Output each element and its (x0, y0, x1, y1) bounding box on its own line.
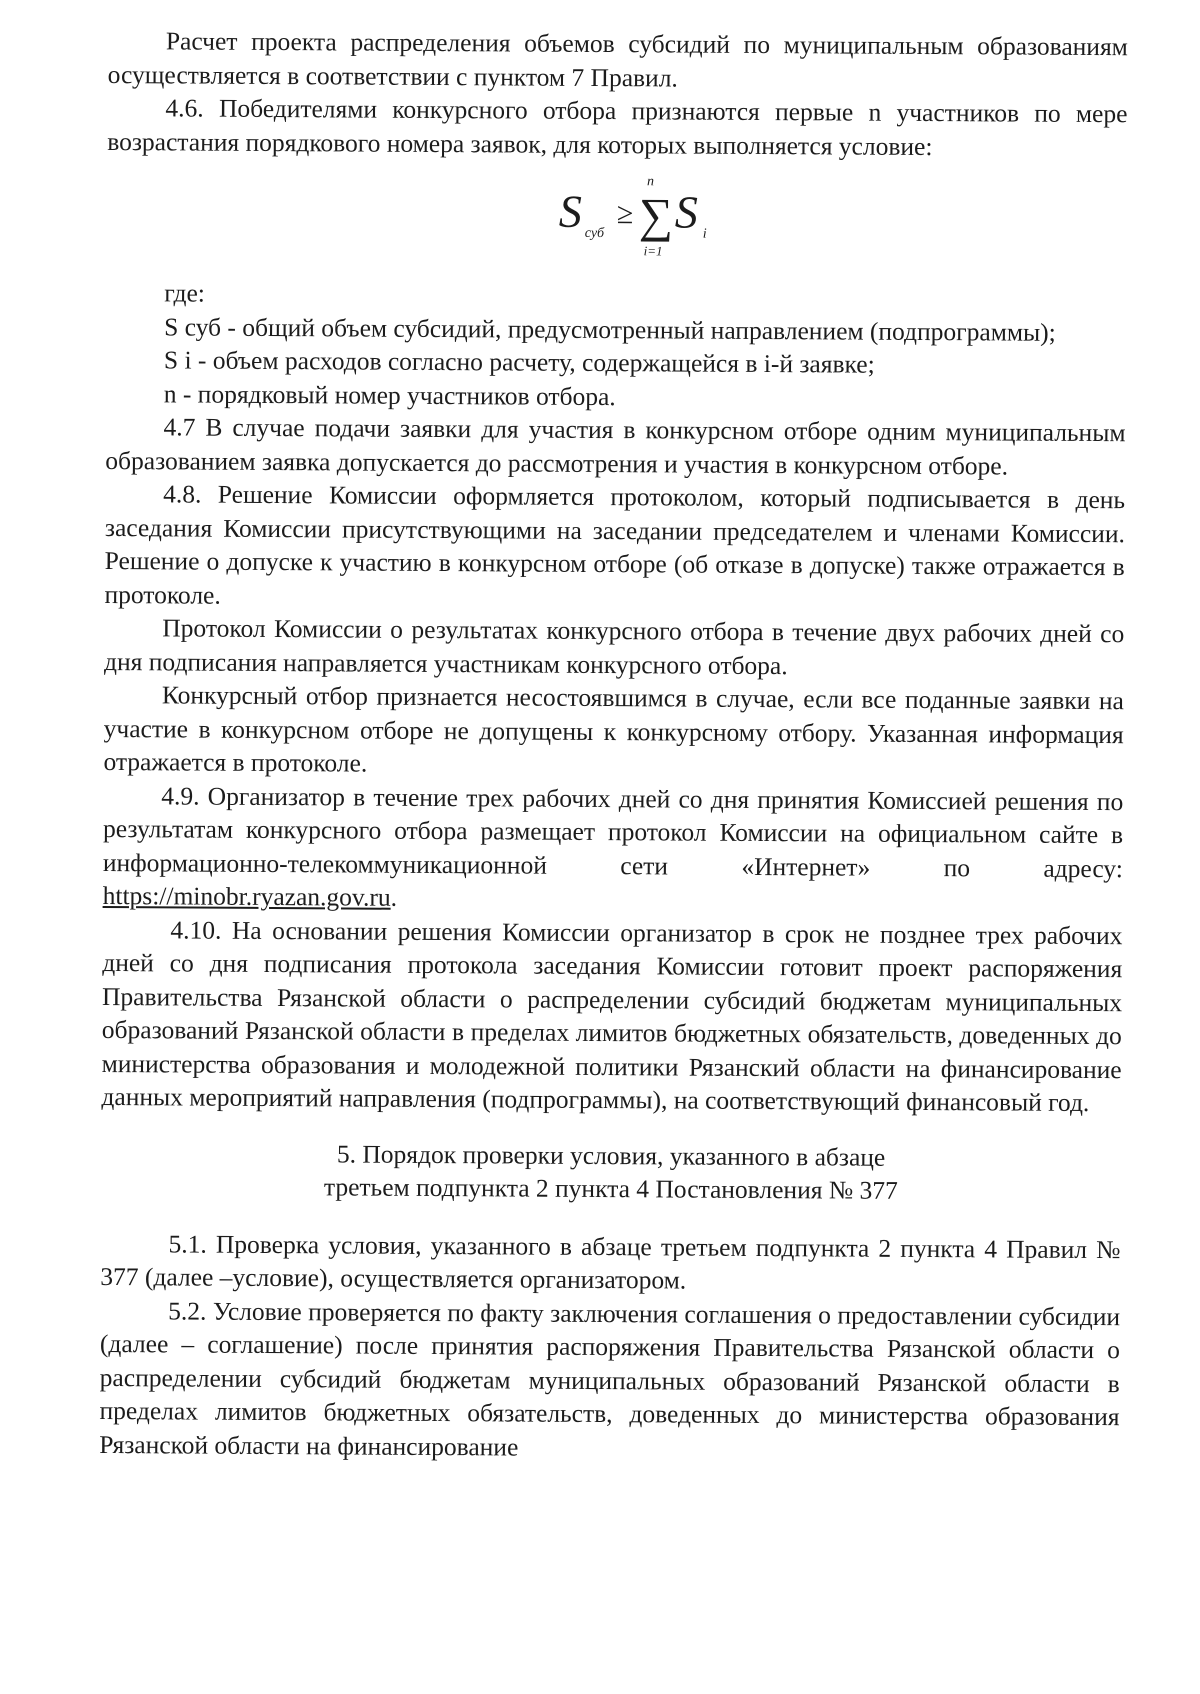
paragraph-failed-selection: Конкурсный отбор признается несостоявшимся в случае, если все поданные заявки на участие в конкурсном отборе не допущены к конкурсному отбору. Указанная информация отражается в протоколе. (103, 680, 1124, 778)
paragraph-4-9-text: 4.9. Организатор в течение трех рабочих дней со дня принятия Комиссией решения по результатам конкурсного отбора размещает протокол Комиссии на официальном сайте в информационно-телекоммуникационной сети «Интернет» по адресу: (102, 780, 1124, 883)
ministry-website-link[interactable]: https://minobr.ryazan.gov.ru (102, 880, 391, 912)
paragraph-s-i-definition: S i - объем расходов согласно расчету, содержащейся в i-й заявке; (163, 345, 875, 379)
section-5-heading-line2: третьем подпункта 2 пункта 4 Постановления № 377 (323, 1172, 898, 1205)
paragraph-s-sub-definition: S суб - общий объем субсидий, предусмотренный направлением (подпрограммы); (164, 311, 1056, 347)
paragraph-calculation: Расчет проекта распределения объемов субсидий по муниципальным образованиям осуществляется в соответствии с пунктом 7 Правил. (107, 26, 1128, 92)
paragraph-protocol: Протокол Комиссии о результатах конкурсного отбора в течение двух рабочих дней со дня подписания направляется участникам конкурсного отбора. (104, 613, 1125, 680)
formula-graphic (546, 165, 747, 276)
paragraph-n-definition: n - порядковый номер участников отбора. (163, 378, 616, 411)
paragraph-where: где: (164, 278, 206, 308)
formula-lhs-subscript: суб (584, 225, 605, 242)
formula-upper-limit: n (647, 174, 655, 190)
formula-sum-sign: ∑ (638, 189, 674, 243)
paragraph-4-9-end: . (390, 882, 398, 912)
paragraph-5-1: 5.1. Проверка условия, указанного в абзаце третьем подпункта 2 пункта 4 Правил № 377 (далее –условие), осуществляется организатором. (100, 1228, 1121, 1295)
paragraph-4-8: 4.8. Решение Комиссии оформляется протоколом, который подписывается в день заседания Комиссии присутствующими на заседании председателем и членами Комиссии. Решение о допуске к участию в конкурсном отборе (об отказе в допуске) также отражается в протоколе. (104, 479, 1126, 610)
formula-rhs-subscript: i (702, 226, 707, 242)
formula-lower-limit: i=1 (643, 243, 663, 259)
formula-lhs: S (558, 185, 583, 237)
winner-condition-formula (106, 158, 1127, 282)
paragraph-4-9 (103, 778, 1124, 918)
document-body (99, 24, 1128, 1467)
paragraph-4-6: 4.6. Победителями конкурсного отбора признаются первые n участников по мере возрастания порядкового номера заявок, для которых выполняется условие: (107, 93, 1128, 161)
paragraph-4-7: 4.7 В случае подачи заявки для участия в конкурсном отборе одним муниципальным образованием заявка допускается до рассмотрения и участия в конкурсном отборе. (105, 412, 1126, 481)
paragraph-5-2: 5.2. Условие проверяется по факту заключения соглашения о предоставлении субсидии (далее – соглашение) после принятия распоряжения Правительства Рязанской области о распределении субсидий бюджетам муниципальных образований Рязанской области в пределах лимитов бюджетных обязательств, доведенных до министерства образования Рязанской области на финансирование (99, 1295, 1121, 1462)
formula-relation: ≥ (616, 197, 634, 231)
formula-rhs: S (674, 186, 699, 238)
section-5-heading (101, 1135, 1121, 1208)
paragraph-4-10: 4.10. На основании решения Комиссии организатор в срок не позднее трех рабочих дней со дня подписания протокола заседания Комиссии готовит проект распоряжения Правительства Рязанской области о распределении субсидий бюджетам муниципальных образований Рязанской области в пределах лимитов бюджетных обязательств, доведенных до министерства образования и молодежной политики Рязанский области на финансирование данных мероприятий направления (подпрограммы), на соответствующий финансовый год. (101, 914, 1123, 1118)
section-5-heading-line1: 5. Порядок проверки условия, указанного в абзаце (336, 1138, 886, 1172)
